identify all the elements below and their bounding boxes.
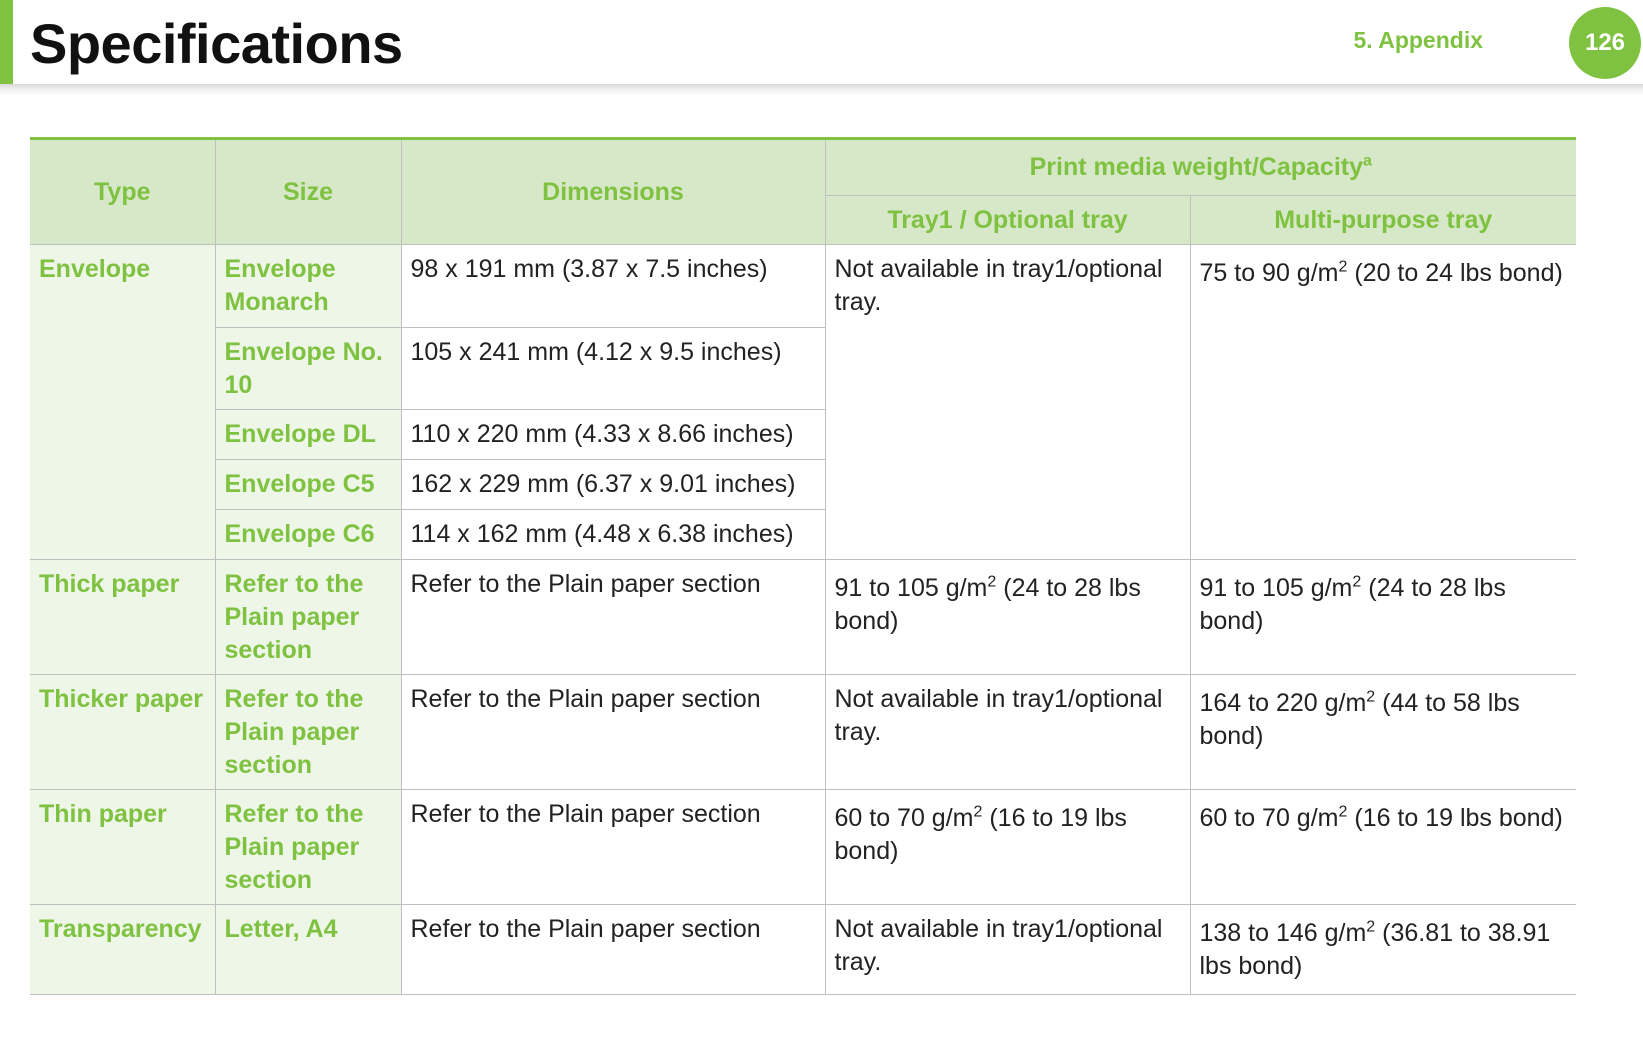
mp-tray-cell bbox=[1190, 245, 1576, 560]
footnote-marker: a bbox=[1363, 152, 1372, 170]
section-label: 5. Appendix bbox=[1353, 27, 1483, 53]
size-cell: Refer to the Plain paper section bbox=[215, 790, 401, 905]
type-cell: Transparency bbox=[30, 905, 215, 995]
weight-bond: (36.81 to 38.91 lbs bond) bbox=[1199, 919, 1551, 980]
type-cell: Envelope bbox=[30, 245, 215, 560]
weight-value: 138 to 146 g/m bbox=[1199, 919, 1367, 947]
mp-tray-cell bbox=[1190, 790, 1576, 905]
table-row bbox=[30, 245, 1576, 328]
table-row bbox=[30, 675, 1576, 790]
table-header-row bbox=[30, 139, 1576, 196]
mp-tray-cell bbox=[1190, 560, 1576, 675]
dimensions-cell: 114 x 162 mm (4.48 x 6.38 inches) bbox=[401, 510, 825, 560]
type-cell: Thicker paper bbox=[30, 675, 215, 790]
size-cell: Envelope C6 bbox=[215, 510, 401, 560]
tray1-cell: Not available in tray1/optional tray. bbox=[825, 905, 1190, 995]
weight-value: 91 to 105 g/m bbox=[1199, 574, 1353, 602]
column-header-size: Size bbox=[215, 139, 401, 245]
column-header-dimensions: Dimensions bbox=[401, 139, 825, 245]
size-cell: Envelope C5 bbox=[215, 460, 401, 510]
column-header-tray1: Tray1 / Optional tray bbox=[825, 196, 1190, 245]
tray1-cell: Not available in tray1/optional tray. bbox=[825, 675, 1190, 790]
weight-value: 60 to 70 g/m bbox=[834, 804, 974, 832]
tray1-cell bbox=[825, 790, 1190, 905]
weight-superscript: 2 bbox=[1338, 803, 1348, 821]
column-header-weight-group bbox=[825, 139, 1576, 196]
type-cell: Thin paper bbox=[30, 790, 215, 905]
dimensions-cell: 110 x 220 mm (4.33 x 8.66 inches) bbox=[401, 410, 825, 460]
header-divider bbox=[0, 84, 1643, 96]
column-header-mp-tray: Multi-purpose tray bbox=[1190, 196, 1576, 245]
dimensions-cell: 98 x 191 mm (3.87 x 7.5 inches) bbox=[401, 245, 825, 328]
size-cell: Envelope Monarch bbox=[215, 245, 401, 328]
accent-bar bbox=[0, 0, 13, 90]
column-header-type: Type bbox=[30, 139, 215, 245]
tray1-cell: Not available in tray1/optional tray. bbox=[825, 245, 1190, 560]
dimensions-cell: Refer to the Plain paper section bbox=[401, 790, 825, 905]
page-number-badge bbox=[1569, 7, 1641, 79]
weight-group-label: Print media weight/Capacity bbox=[1029, 153, 1364, 181]
dimensions-cell: 105 x 241 mm (4.12 x 9.5 inches) bbox=[401, 328, 825, 410]
dimensions-cell: 162 x 229 mm (6.37 x 9.01 inches) bbox=[401, 460, 825, 510]
weight-superscript: 2 bbox=[1352, 573, 1362, 591]
weight-bond: (20 to 24 lbs bond) bbox=[1347, 259, 1563, 287]
specifications-table bbox=[30, 137, 1576, 995]
size-cell: Letter, A4 bbox=[215, 905, 401, 995]
page-number: 126 bbox=[1584, 29, 1626, 56]
size-cell: Envelope DL bbox=[215, 410, 401, 460]
dimensions-cell: Refer to the Plain paper section bbox=[401, 905, 825, 995]
table-row bbox=[30, 560, 1576, 675]
dimensions-cell: Refer to the Plain paper section bbox=[401, 560, 825, 675]
weight-value: 75 to 90 g/m bbox=[1199, 259, 1339, 287]
page-title: Specifications bbox=[30, 12, 403, 75]
weight-superscript: 2 bbox=[973, 803, 983, 821]
weight-value: 164 to 220 g/m bbox=[1199, 689, 1367, 717]
weight-bond: (16 to 19 lbs bond) bbox=[834, 804, 1127, 865]
weight-superscript: 2 bbox=[1366, 688, 1376, 706]
mp-tray-cell bbox=[1190, 905, 1576, 995]
size-cell: Refer to the Plain paper section bbox=[215, 560, 401, 675]
weight-bond: (44 to 58 lbs bond) bbox=[1199, 689, 1520, 750]
size-cell: Refer to the Plain paper section bbox=[215, 675, 401, 790]
table-row bbox=[30, 790, 1576, 905]
weight-value: 60 to 70 g/m bbox=[1199, 804, 1339, 832]
weight-bond: (16 to 19 lbs bond) bbox=[1347, 804, 1563, 832]
dimensions-cell: Refer to the Plain paper section bbox=[401, 675, 825, 790]
weight-superscript: 2 bbox=[987, 573, 997, 591]
weight-bond: (24 to 28 lbs bond) bbox=[834, 574, 1141, 635]
table-row bbox=[30, 905, 1576, 995]
tray1-cell bbox=[825, 560, 1190, 675]
weight-value: 91 to 105 g/m bbox=[834, 574, 988, 602]
weight-bond: (24 to 28 lbs bond) bbox=[1199, 574, 1506, 635]
type-cell: Thick paper bbox=[30, 560, 215, 675]
size-cell: Envelope No. 10 bbox=[215, 328, 401, 410]
weight-superscript: 2 bbox=[1366, 918, 1376, 936]
mp-tray-cell bbox=[1190, 675, 1576, 790]
weight-superscript: 2 bbox=[1338, 258, 1348, 276]
